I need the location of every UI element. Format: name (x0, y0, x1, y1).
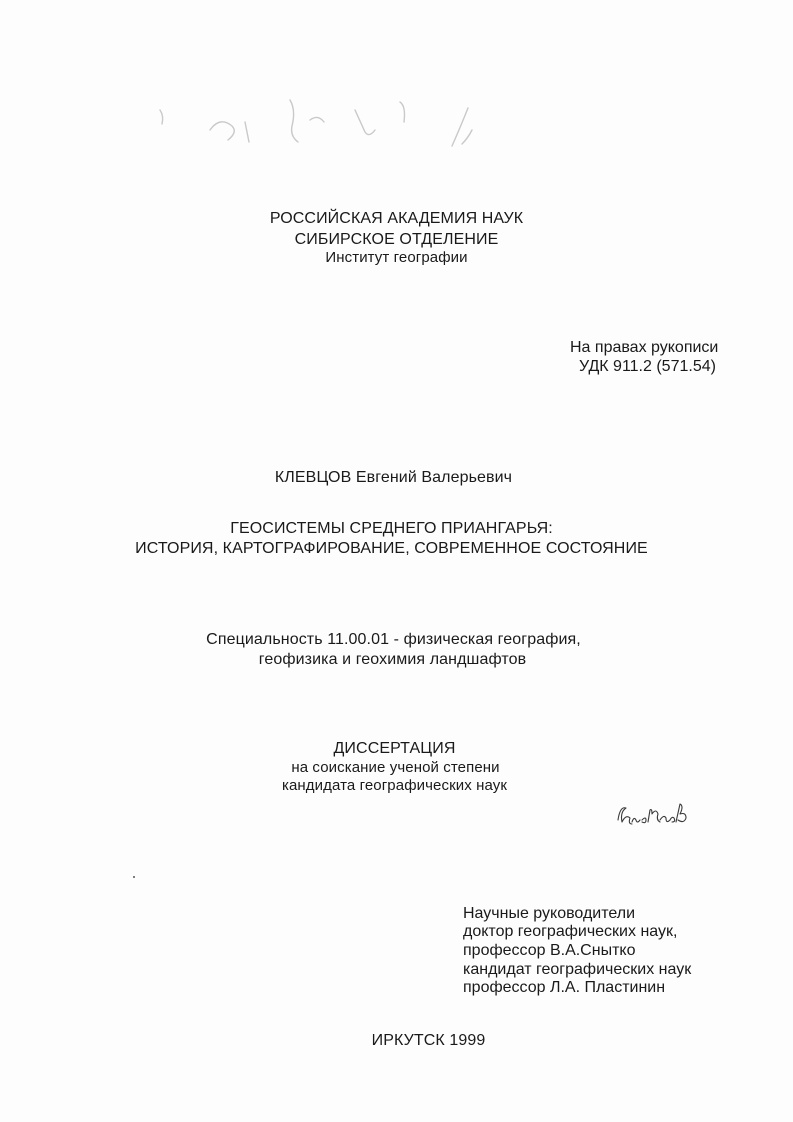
advisor1-degree: доктор географических наук, (463, 923, 678, 940)
manuscript-rights: На правах рукописи (570, 339, 719, 356)
dissertation-label: ДИССЕРТАЦИЯ (333, 740, 456, 757)
institute-name: Институт географии (325, 249, 468, 266)
advisors-heading: Научные руководители (463, 905, 636, 922)
degree-line1: на соискание ученой степени (291, 759, 500, 776)
degree-line2: кандидата географических наук (281, 777, 507, 794)
thesis-title-line2: ИСТОРИЯ, КАРТОГРАФИРОВАНИЕ, СОВРЕМЕННОЕ СОСТОЯНИЕ (135, 540, 648, 557)
branch-name: СИБИРСКОЕ ОТДЕЛЕНИЕ (294, 231, 499, 248)
handwritten-signature (612, 798, 692, 832)
scan-speck (133, 876, 135, 878)
specialty-line1: Специальность 11.00.01 - физическая география, (206, 631, 581, 648)
advisor2-degree: кандидат географических наук (463, 961, 692, 978)
faded-stamp-marks (150, 90, 510, 170)
city-year: ИРКУТСК 1999 (371, 1032, 486, 1049)
advisor1-name: профессор В.А.Снытко (463, 942, 636, 959)
academy-name: РОССИЙСКАЯ АКАДЕМИЯ НАУК (269, 210, 524, 227)
specialty-line2: геофизика и геохимия ландшафтов (258, 651, 527, 668)
advisor2-name: профессор Л.А. Пластинин (463, 979, 666, 996)
author-name: КЛЕВЦОВ Евгений Валерьевич (274, 469, 513, 486)
thesis-title-line1: ГЕОСИСТЕМЫ СРЕДНЕГО ПРИАНГАРЬЯ: (230, 520, 553, 537)
udc-code: УДК 911.2 (571.54) (579, 358, 716, 375)
